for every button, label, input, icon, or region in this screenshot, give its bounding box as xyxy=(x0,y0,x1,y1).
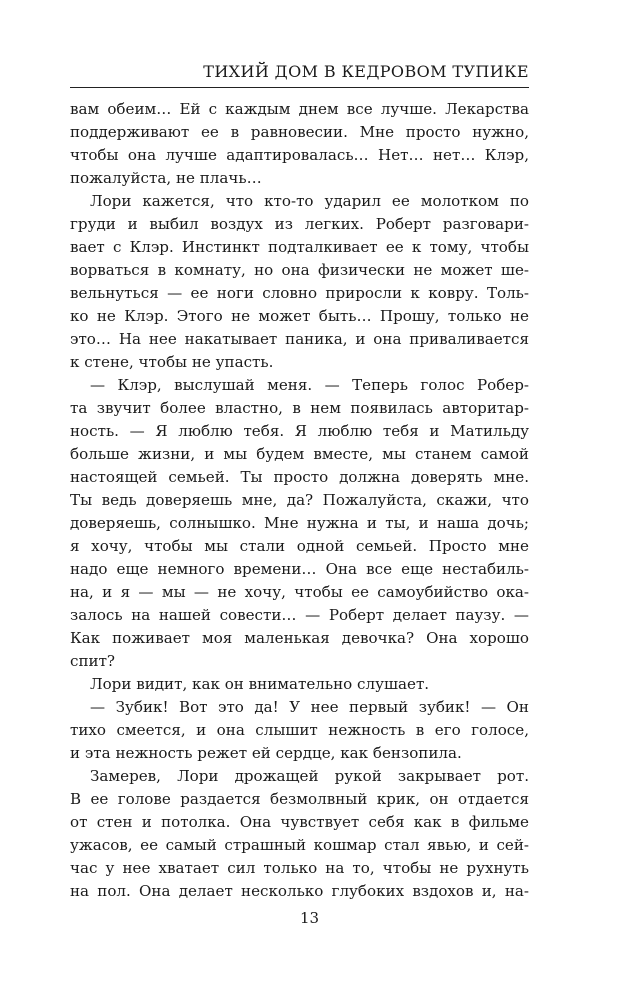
header-rule xyxy=(70,87,529,88)
text-line: Ты ведь доверяешь мне, да? Пожалуйста, скажи, что xyxy=(70,491,529,509)
text-line: — Клэр, выслушай меня. — Теперь голос Робер- xyxy=(90,376,529,394)
text-line: больше жизни, и мы будем вместе, мы станем самой xyxy=(70,445,529,463)
text-line: чтобы она лучше адаптировалась… Нет… нет… Клэр, xyxy=(70,146,529,164)
text-line: Замерев, Лори дрожащей рукой закрывает рот. xyxy=(90,767,529,785)
text-line: Лори кажется, что кто-то ударил ее молотком по xyxy=(90,192,529,210)
text-line: от стен и потолка. Она чувствует себя как в фильме xyxy=(70,813,529,831)
text-line: тихо смеется, и она слышит нежность в его голосе, xyxy=(70,721,529,739)
text-line: к стене, чтобы не упасть. xyxy=(70,353,274,371)
text-line: настоящей семьей. Ты просто должна доверять мне. xyxy=(70,468,529,486)
text-line: на пол. Она делает несколько глубоких вздохов и, на- xyxy=(70,882,529,900)
text-line: я хочу, чтобы мы стали одной семьей. Просто мне xyxy=(70,537,529,555)
text-line: Как поживает моя маленькая девочка? Она хорошо xyxy=(70,629,529,647)
page-number: 13 xyxy=(299,909,320,927)
text-line: — Зубик! Вот это да! У нее первый зубик! — Он xyxy=(90,698,529,716)
text-line: надо еще немного времени… Она все еще нестабиль- xyxy=(70,560,529,578)
text-line: пожалуйста, не плачь… xyxy=(70,169,262,187)
text-line: вам обеим… Ей с каждым днем все лучше. Лекарства xyxy=(70,100,529,118)
text-line: спит? xyxy=(70,652,116,670)
text-line: ко не Клэр. Этого не может быть… Прошу, только не xyxy=(70,307,529,325)
text-line: залось на нашей совести… — Роберт делает паузу. — xyxy=(70,606,529,624)
text-line: доверяешь, солнышко. Мне нужна и ты, и наша дочь; xyxy=(70,514,529,532)
body-text xyxy=(70,98,529,903)
text-line: В ее голове раздается безмолвный крик, он отдается xyxy=(70,790,529,808)
text-line: ворваться в комнату, но она физически не может ше- xyxy=(70,261,529,279)
text-line: поддерживают ее в равновесии. Мне просто нужно, xyxy=(70,123,529,141)
text-line: это… На нее накатывает паника, и она приваливается xyxy=(70,330,529,348)
text-line: час у нее хватает сил только на то, чтобы не рухнуть xyxy=(70,859,529,877)
text-line: ность. — Я люблю тебя. Я люблю тебя и Матильду xyxy=(70,422,529,440)
text-line: вает с Клэр. Инстинкт подталкивает ее к тому, чтобы xyxy=(70,238,529,256)
running-head: ТИХИЙ ДОМ В КЕДРОВОМ ТУПИКЕ xyxy=(203,62,529,81)
text-line: на, и я — мы — не хочу, чтобы ее самоубийство ока- xyxy=(70,583,529,601)
text-line: вельнуться — ее ноги словно приросли к ковру. Толь- xyxy=(70,284,529,302)
text-line: Лори видит, как он внимательно слушает. xyxy=(90,675,430,693)
text-line: та звучит более властно, в нем появилась авторитар- xyxy=(70,399,529,417)
text-line: и эта нежность режет ей сердце, как бензопила. xyxy=(70,744,462,762)
text-line: ужасов, ее самый страшный кошмар стал явью, и сей- xyxy=(70,836,529,854)
text-line: груди и выбил воздух из легких. Роберт разговари- xyxy=(70,215,529,233)
